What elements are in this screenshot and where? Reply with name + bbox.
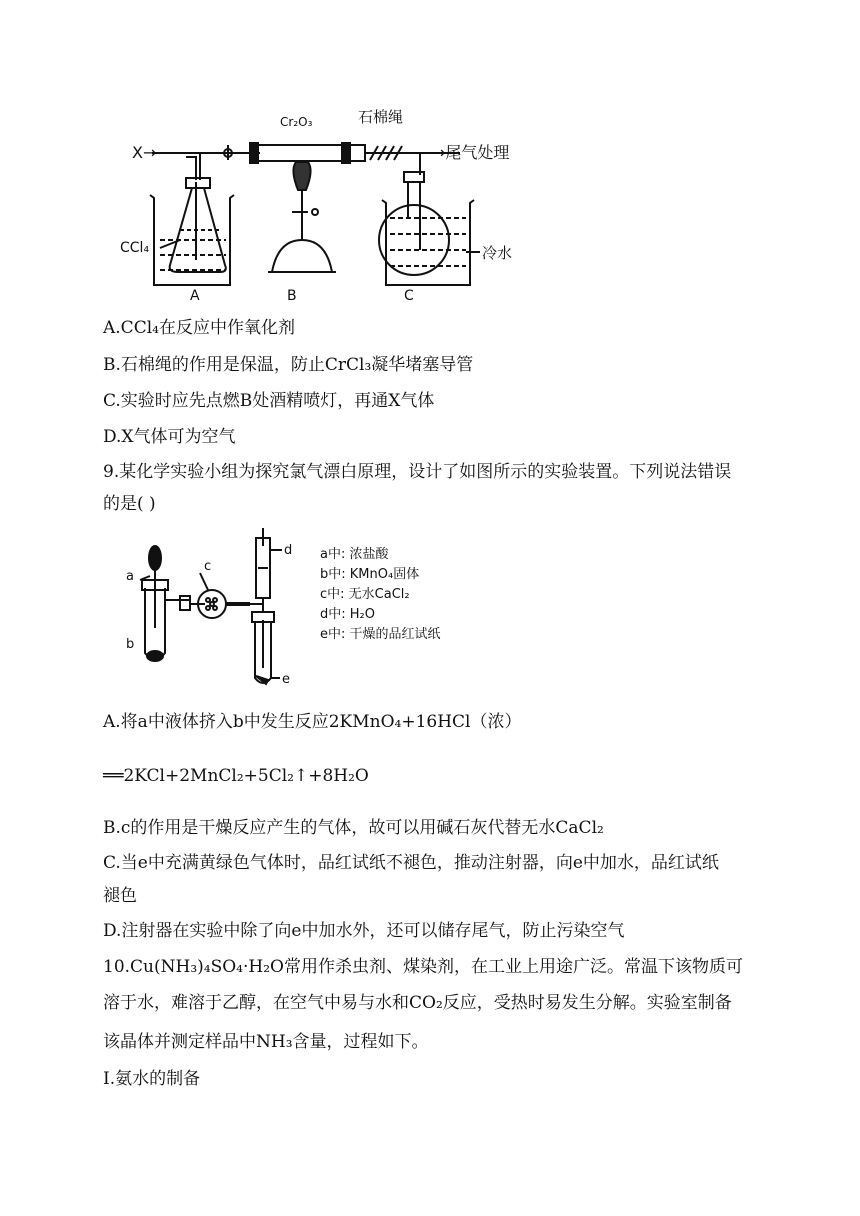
apparatus-figure-1 [120,100,540,305]
q8-option-b: B.石棉绳的作用是保温，防止CrCl₃凝华堵塞导管 [103,355,474,375]
fig2-label-d: d [284,543,293,558]
fig2-label-e: e [282,672,290,687]
q9-option-c-line1: C.当e中充满黄绿色气体时，品红试纸不褪色，推动注射器，向e中加水，品红试纸 [103,853,719,873]
label-tail-gas: →尾气处理 [432,143,510,162]
apparatus-figure-2 [120,528,500,693]
label-cold-water: 冷水 [482,244,513,262]
legend-a: a中: 浓盐酸 [320,547,389,562]
label-cr2o3: Cr₂O₃ [280,115,313,129]
q8-option-c: C.实验时应先点燃B处酒精喷灯，再通X气体 [103,391,435,411]
q10-line2: 溶于水，难溶于乙醇，在空气中易与水和CO₂反应，受热时易发生分解。实验室制备 [103,993,732,1013]
q9-stem-line2: 的是( ) [103,494,156,514]
q10-line3: 该晶体并测定样品中NH₃含量，过程如下。 [103,1032,429,1052]
q9-stem-line1: 9.某化学实验小组为探究氯气漂白原理，设计了如图所示的实验装置。下列说法错误 [103,462,732,482]
legend-d: d中: H₂O [320,607,375,622]
fig2-label-b: b [126,637,135,652]
label-c: C [404,288,414,304]
legend-e: e中: 干燥的品红试纸 [320,627,441,642]
q10-line1: 10.Cu(NH₃)₄SO₄·H₂O常用作杀虫剂、煤染剂，在工业上用途广泛。常温下该物质可 [103,957,743,977]
legend-b: b中: KMnO₄固体 [320,567,420,582]
q9-option-b: B.c的作用是干燥反应产生的气体，故可以用碱石灰代替无水CaCl₂ [103,818,604,838]
q9-option-a-line2: ══2KCl+2MnCl₂+5Cl₂↑+8H₂O [103,766,369,786]
label-b: B [287,288,297,304]
label-x: X→ [132,143,157,162]
q9-option-a-line1: A.将a中液体挤入b中发生反应2KMnO₄+16HCl（浓） [103,712,522,732]
q8-option-a: A.CCl₄在反应中作氧化剂 [103,318,295,338]
fig2-label-c: c [204,559,212,574]
section-ammonia-prep: Ⅰ.氨水的制备 [103,1069,201,1089]
label-asbestos: 石棉绳 [358,108,404,126]
label-a: A [190,288,200,304]
fig2-label-a: a [126,569,134,584]
q9-option-d: D.注射器在实验中除了向e中加水外，还可以储存尾气，防止污染空气 [103,921,625,941]
q9-option-c-line2: 褪色 [103,886,137,906]
legend-c: c中: 无水CaCl₂ [320,587,410,602]
label-ccl4: CCl₄ [120,240,150,256]
q8-option-d: D.X气体可为空气 [103,427,236,447]
